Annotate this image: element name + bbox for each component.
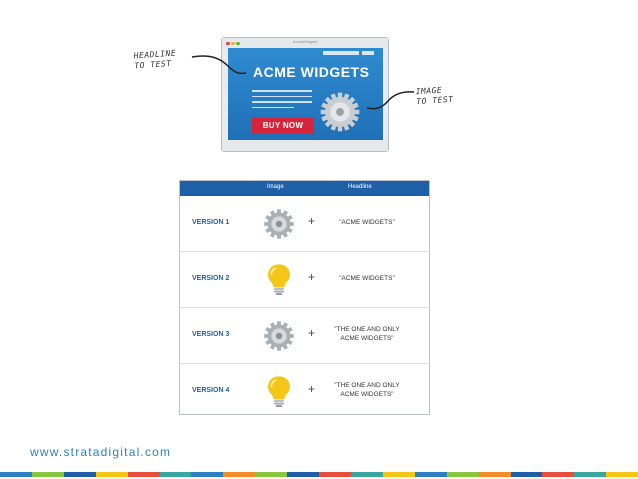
browser-title-bar [222,38,388,48]
color-strip-segment [415,472,447,477]
version-label: VERSION 4 [192,387,230,394]
color-strip-segment [542,472,574,477]
color-strip-segment [128,472,160,477]
headline-text [328,381,406,399]
browser-footer [222,140,388,151]
headline-callout [133,49,177,72]
color-strip-segment [96,472,128,477]
headline-callout-line1: HEADLINE [133,48,177,61]
image-callout-line2: TO TEST [416,94,454,107]
plus-sign: + [308,270,316,284]
color-strip-segment [0,472,32,477]
headline-line1: "THE ONE AND ONLY [334,382,400,389]
headline-line1: "ACME WIDGETS" [339,275,395,282]
headline-line1: "THE ONE AND ONLY [334,326,400,333]
color-strip-segment [64,472,96,477]
color-strip-segment [255,472,287,477]
color-strip-segment [223,472,255,477]
table-row [180,364,429,419]
table-header [180,181,429,196]
browser-title: AcmeWidgets [292,39,318,44]
color-strip-segment [32,472,64,477]
color-strip-segment [574,472,606,477]
image-callout [415,85,454,108]
version-label: VERSION 2 [192,275,230,282]
headline-text [328,274,406,283]
gear-icon [263,206,295,242]
plus-sign: + [308,326,316,340]
headline-line1: "ACME WIDGETS" [339,219,395,226]
column-header-image: Image [267,184,284,190]
column-header-headline: Headline [348,184,372,190]
nav-search [362,51,374,55]
lightbulb-icon [263,262,295,298]
table-row [180,196,429,252]
color-strip-segment [479,472,511,477]
headline-callout-line2: TO TEST [134,58,172,71]
plus-sign: + [308,382,316,396]
image-arrow-icon [364,86,416,114]
gear-icon [263,318,295,354]
headline-line2: ACME WIDGETS" [340,335,394,342]
lightbulb-icon [263,374,295,410]
nav-bar [323,51,359,55]
website-hero [228,48,383,142]
hero-headline: ACME WIDGETS [253,64,370,80]
version-label: VERSION 3 [192,331,230,338]
table-row [180,252,429,308]
headline-text [328,325,406,343]
color-strip-segment [447,472,479,477]
version-label: VERSION 1 [192,219,230,226]
color-strip-segment [511,472,543,477]
color-strip-segment [287,472,319,477]
gear-icon [318,90,362,134]
headline-arrow-icon [190,52,250,82]
buy-now-button[interactable]: BUY NOW [252,118,314,133]
table-row [180,308,429,364]
plus-sign: + [308,214,316,228]
headline-line2: ACME WIDGETS" [340,391,394,398]
headline-text [328,218,406,227]
color-strip-segment [319,472,351,477]
color-strip-segment [160,472,192,477]
body-text-lines [252,90,312,112]
footer-website-link[interactable]: www.stratadigital.com [30,445,172,459]
ab-test-table [179,180,430,415]
decorative-color-strip [0,472,638,477]
color-strip-segment [383,472,415,477]
color-strip-segment [351,472,383,477]
color-strip-segment [606,472,638,477]
color-strip-segment [191,472,223,477]
image-callout-line1: IMAGE [415,85,443,97]
